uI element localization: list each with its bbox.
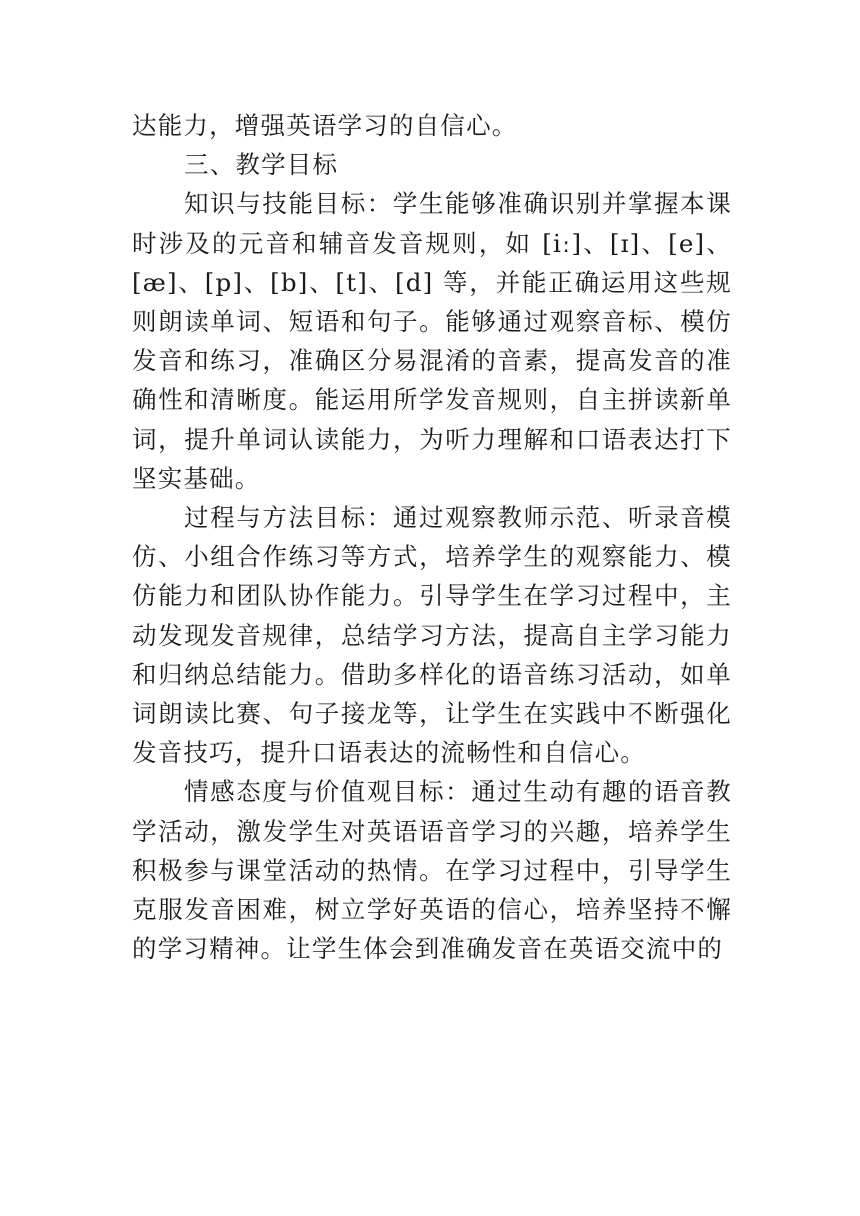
paragraph-knowledge-skills: 知识与技能目标：学生能够准确识别并掌握本课时涉及的元音和辅音发音规则，如 [iː]、[ɪ]、[e]、[æ]、[p]、[b]、[t]、[d] 等，并能正确运用这些规则朗读单词、短语和句子。能够通过观察音标、模仿发音和练习，准确区分易混淆的音素，提高发音的准确性和清晰度。能运用所学发音规则，自主拼读新单词，提升单词认读能力，为听力理解和口语表达打下坚实基础。 bbox=[132, 189, 732, 493]
paragraph-emotion-values: 情感态度与价值观目标：通过生动有趣的语音教学活动，激发学生对英语语音学习的兴趣，培养学生积极参与课堂活动的热情。在学习过程中，引导学生克服发音困难，树立学好英语的信心，培养坚持不懈的学习精神。让学生体会到准确发音在英语交流中的 bbox=[132, 777, 732, 964]
section-heading: 三、教学目标 bbox=[184, 150, 339, 180]
paragraph-process-methods: 过程与方法目标：通过观察教师示范、听录音模仿、小组合作练习等方式，培养学生的观察能力、模仿能力和团队协作能力。引导学生在学习过程中，主动发现发音规律，总结学习方法，提高自主学习能力和归纳总结能力。借助多样化的语音练习活动，如单词朗读比赛、句子接龙等，让学生在实践中不断强化发音技巧，提升口语表达的流畅性和自信心。 bbox=[132, 503, 732, 768]
document-body bbox=[132, 106, 732, 968]
paragraph-continuation: 达能力，增强英语学习的自信心。 bbox=[132, 111, 518, 140]
